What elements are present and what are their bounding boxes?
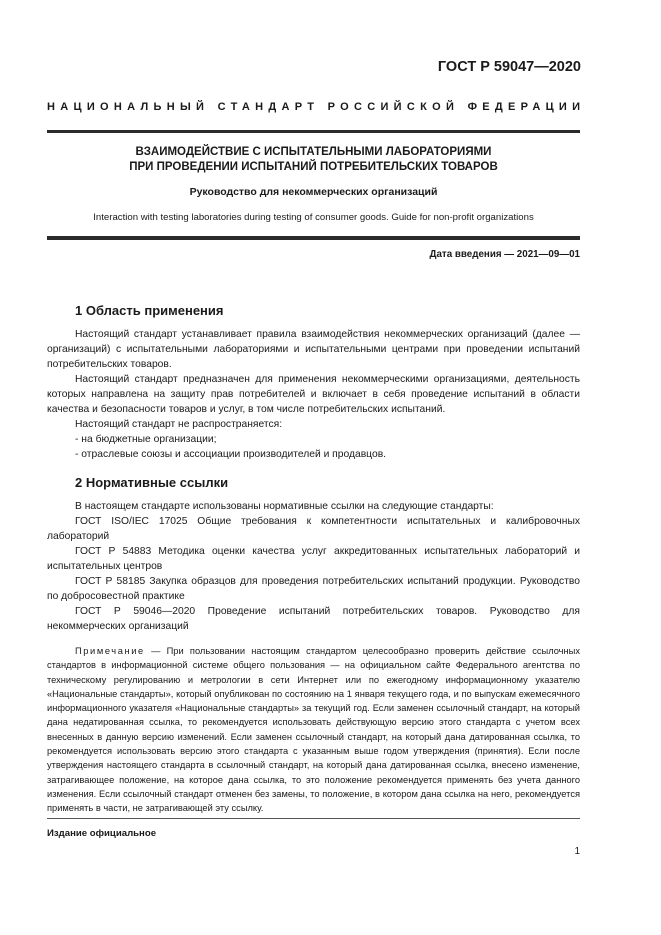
section-1-paragraph: Настоящий стандарт предназначен для применения некоммерческими организациями, деятельность которых направлена на защиту прав потребителей и включает в себя проведение испытаний в области качества и безопасности товаров и услуг, в том числе потребительских испытаний. [47, 374, 580, 415]
top-rule [47, 130, 580, 133]
list-item: - на бюджетные организации; [75, 434, 217, 445]
document-title [47, 145, 580, 175]
footer-rule [47, 818, 580, 819]
section-1-heading: 1 Область применения [75, 303, 224, 318]
section-2-paragraph: В настоящем стандарте использованы нормативные ссылки на следующие стандарты: [75, 501, 494, 512]
title-line-2: ПРИ ПРОВЕДЕНИИ ИСПЫТАНИЙ ПОТРЕБИТЕЛЬСКИХ ТОВАРОВ [129, 161, 498, 173]
document-subtitle: Руководство для некоммерческих организаций [189, 186, 438, 198]
official-edition-label: Издание официальное [47, 828, 157, 839]
page-number: 1 [574, 846, 580, 857]
normative-reference: ГОСТ Р 59046—2020 Проведение испытаний потребительских товаров. Руководство для некоммерческих организаций [47, 606, 580, 632]
list-item: - отраслевые союзы и ассоциации производителей и продавцов. [75, 449, 387, 460]
english-title: Interaction with testing laboratories during testing of consumer goods. Guide for non-profit organizations [93, 212, 534, 223]
standard-code: ГОСТ Р 59047—2020 [437, 59, 581, 75]
note-label: Примечание [75, 646, 145, 656]
normative-reference: ГОСТ ISO/IEC 17025 Общие требования к компетентности испытательных и калибровочных лабораторий [47, 516, 580, 542]
title-line-1: ВЗАИМОДЕЙСТВИЕ С ИСПЫТАТЕЛЬНЫМИ ЛАБОРАТОРИЯМИ [135, 146, 492, 158]
section-1-paragraph: Настоящий стандарт не распространяется: [75, 419, 283, 430]
note-text: — При пользовании настоящим стандартом целесообразно проверить действие ссылочных стандартов в информационной системе общего пользования — на официальном сайте Федерального агентства по техническому регулированию и метрологии в сети Интернет или по ежегодному информационному указателю «Национальные стандарты», который опубликован по состоянию на 1 января текущего года, и по выпускам ежемесячного информационного указателя «Национальные стандарты» за текущий год. Если заменен ссылочный стандарт, на который дана недатированная ссылка, то рекомендуется использовать действующую версию этого стандарта с учетом всех внесенных в данную версию изменений. Если заменен ссылочный стандарт, на который дана датированная ссылка, то рекомендуется использовать версию этого стандарта с указанным выше годом утверждения (принятия). Если после утверждения настоящего стандарта в ссылочный стандарт, на который дана датированная ссылка, внесено изменение, затрагивающее положение, на которое дана ссылка, то это положение рекомендуется применять без учета данного изменения. Если ссылочный стандарт отменен без замены, то положение, в котором дана ссылка на него, рекомендуется применять в части, не затрагивающей эту ссылку. [47, 646, 580, 814]
note [47, 644, 580, 816]
section-2-heading: 2 Нормативные ссылки [75, 475, 229, 490]
section-1-paragraph: Настоящий стандарт устанавливает правила взаимодействия некоммерческих организаций (далее — организаций) с испытательными лабораториями и испытательными центрами при проведении испытаний потребительских товаров. [47, 329, 580, 370]
normative-reference: ГОСТ Р 54883 Методика оценки качества услуг аккредитованных испытательных лабораторий и испытательных центров [47, 546, 580, 572]
introduction-date: Дата введения — 2021—09—01 [429, 249, 580, 260]
document-body [47, 302, 580, 816]
title-rule [47, 236, 580, 240]
normative-reference: ГОСТ Р 58185 Закупка образцов для проведения потребительских испытаний продукции. Руководство по добросовестной практике [47, 576, 580, 602]
national-standard-banner: НАЦИОНАЛЬНЫЙ СТАНДАРТ РОССИЙСКОЙ ФЕДЕРАЦИИ [47, 101, 586, 113]
